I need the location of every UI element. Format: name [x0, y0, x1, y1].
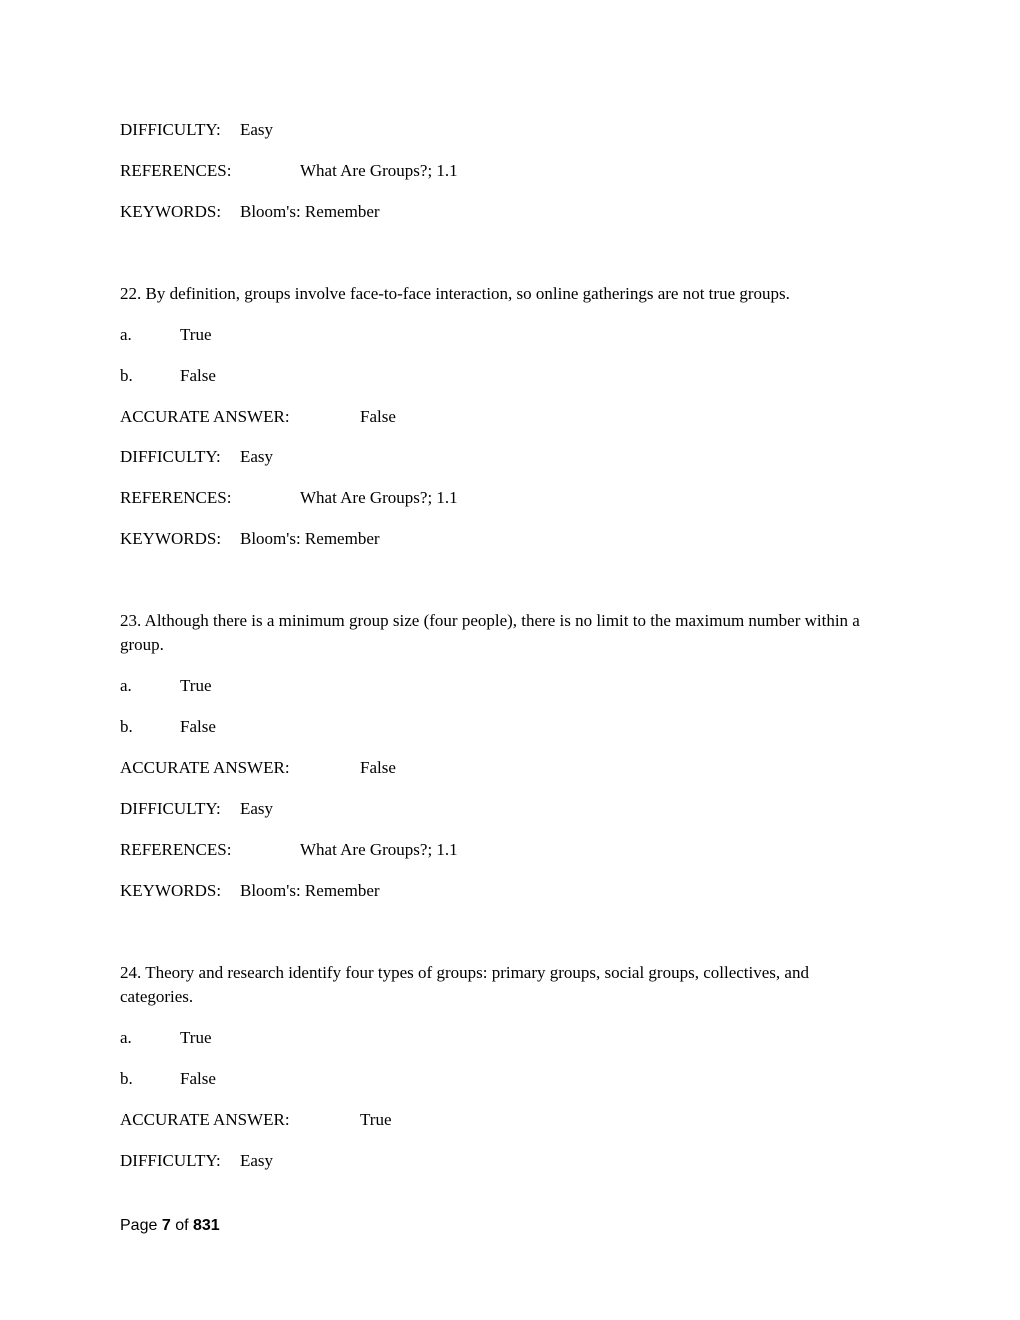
references-line	[120, 159, 458, 183]
references-value: What Are Groups?; 1.1	[300, 840, 458, 859]
references-value: What Are Groups?; 1.1	[300, 488, 458, 507]
question-24-difficulty	[120, 1149, 274, 1173]
answer-value: True	[360, 1110, 392, 1129]
question-24-answer	[120, 1108, 392, 1132]
page-number: 7	[161, 1217, 171, 1234]
option-letter: b.	[120, 717, 133, 736]
option-letter: a.	[120, 1028, 132, 1047]
keywords-value: Bloom's: Remember	[240, 529, 380, 548]
question-22-difficulty	[120, 445, 274, 469]
keywords-value: Bloom's: Remember	[240, 881, 380, 900]
page-footer	[120, 1215, 220, 1237]
difficulty-label: DIFFICULTY:	[120, 120, 221, 139]
keywords-value: Bloom's: Remember	[240, 202, 380, 221]
difficulty-label: DIFFICULTY:	[120, 1151, 221, 1170]
question-23-difficulty	[120, 797, 274, 821]
answer-label: ACCURATE ANSWER:	[120, 407, 290, 426]
option-text: False	[180, 366, 216, 385]
question-22-answer	[120, 405, 396, 429]
option-text: True	[180, 1028, 212, 1047]
question-23-answer	[120, 756, 396, 780]
references-label: REFERENCES:	[120, 161, 232, 180]
option-text: True	[180, 325, 212, 344]
option-text: False	[180, 1069, 216, 1088]
question-24-option-a	[120, 1026, 212, 1050]
references-label: REFERENCES:	[120, 840, 232, 859]
answer-value: False	[360, 407, 396, 426]
question-22-option-b	[120, 364, 216, 388]
question-22-text: 22. By definition, groups involve face-to-face interaction, so online gatherings are not true groups.	[120, 284, 790, 303]
keywords-label: KEYWORDS:	[120, 881, 222, 900]
page-word: Page	[120, 1217, 158, 1234]
references-label: REFERENCES:	[120, 488, 232, 507]
answer-label: ACCURATE ANSWER:	[120, 1110, 290, 1129]
question-22-option-a	[120, 323, 212, 347]
question-23-option-a	[120, 674, 212, 698]
difficulty-value: Easy	[240, 120, 274, 139]
keywords-label: KEYWORDS:	[120, 529, 222, 548]
question-22-references	[120, 486, 458, 510]
question-23-keywords	[120, 879, 380, 903]
option-letter: b.	[120, 366, 133, 385]
difficulty-line	[120, 118, 274, 142]
option-text: True	[180, 676, 212, 695]
option-letter: a.	[120, 676, 132, 695]
answer-value: False	[360, 758, 396, 777]
difficulty-label: DIFFICULTY:	[120, 447, 221, 466]
references-value: What Are Groups?; 1.1	[300, 161, 458, 180]
of-word: of	[175, 1217, 189, 1234]
difficulty-value: Easy	[240, 1151, 274, 1170]
question-24-text: 24. Theory and research identify four types of groups: primary groups, social groups, collectives, and categories.	[120, 963, 809, 1006]
total-pages: 831	[192, 1217, 220, 1234]
answer-label: ACCURATE ANSWER:	[120, 758, 290, 777]
option-letter: b.	[120, 1069, 133, 1088]
difficulty-value: Easy	[240, 447, 274, 466]
option-text: False	[180, 717, 216, 736]
question-22-keywords	[120, 527, 380, 551]
difficulty-label: DIFFICULTY:	[120, 799, 221, 818]
question-23-references	[120, 838, 458, 862]
option-letter: a.	[120, 325, 132, 344]
keywords-label: KEYWORDS:	[120, 202, 222, 221]
question-23-text: 23. Although there is a minimum group size (four people), there is no limit to the maximum number within a group.	[120, 611, 860, 654]
keywords-line	[120, 200, 380, 224]
question-24-option-b	[120, 1067, 216, 1091]
question-23-option-b	[120, 715, 216, 739]
difficulty-value: Easy	[240, 799, 274, 818]
